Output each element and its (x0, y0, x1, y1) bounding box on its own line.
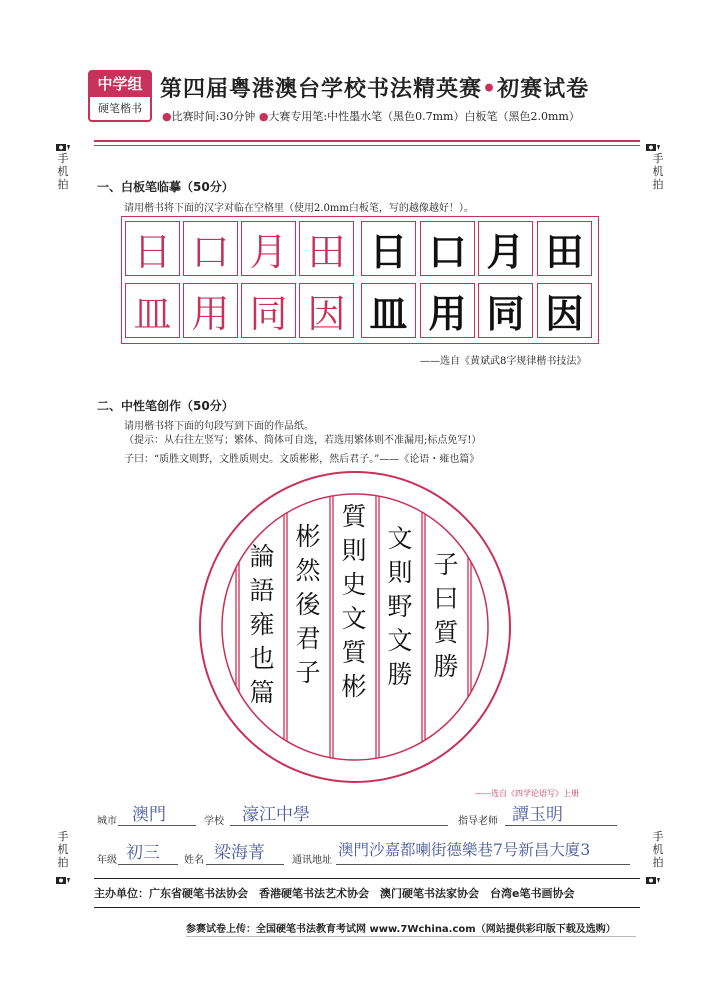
section1-instruction: 请用楷书将下面的汉字对临在空格里（使用2.0mm白板笔，写的越像越好！）。 (124, 203, 474, 214)
address-label: 通讯地址 (292, 855, 332, 866)
footer-underline (186, 936, 636, 937)
organizers: 主办单位：广东省硬笔书法协会 香港硬笔书法艺术协会 澳门硬笔书法家协会 台湾e笔书画协会 (94, 887, 575, 900)
name-underline (206, 864, 284, 865)
section1-source: ——选自《黄斌武8字规律楷书技法》 (420, 356, 587, 367)
city-value[interactable]: 澳門 (132, 805, 166, 825)
exam-info: ●比赛时间:30分钟 ●大赛专用笔:中性墨水笔（黑色0.7mm）白板笔（黑色2.0mm） (162, 110, 580, 123)
circle-source: ——选自《四学论语写》上册 (475, 789, 579, 798)
section2-instruction-1: 请用楷书将下面的句段写到下面的作品纸。 (124, 421, 314, 432)
name-value[interactable]: 梁海菁 (214, 843, 265, 863)
school-underline (230, 825, 448, 826)
copied-char: 月 (478, 221, 533, 276)
grade-label: 年级 (97, 855, 117, 866)
calligraphy-column: 文則野文勝 (387, 524, 413, 689)
template-char: 田 (299, 221, 354, 276)
calligraphy-column: 彬然後君子 (295, 522, 321, 687)
school-label: 学校 (204, 816, 224, 827)
school-value[interactable]: 濠江中學 (242, 805, 310, 825)
title-main: 第四届粤港澳台学校书法精英赛 (160, 76, 483, 102)
side-label-bottom-right: 手机拍 (652, 830, 664, 869)
footer-rule-2 (94, 907, 640, 908)
side-label-top-right: 手机拍 (652, 152, 664, 191)
footer-rule (94, 878, 640, 879)
calligraphy-column: 質則史文質彬 (341, 502, 367, 701)
section1-heading: 一、白板笔临摹（50分） (97, 180, 234, 194)
name-label: 姓名 (184, 855, 204, 866)
pen-info: 大赛专用笔:中性墨水笔（黑色0.7mm）白板笔（黑色2.0mm） (268, 110, 580, 123)
category-label: 硬笔楷书 (98, 102, 142, 115)
grade-value[interactable]: 初三 (126, 843, 160, 863)
camera-icon (55, 870, 71, 889)
copied-char: 皿 (361, 283, 416, 338)
copied-char: 同 (478, 283, 533, 338)
template-char: 日 (125, 221, 180, 276)
template-char: 用 (183, 283, 238, 338)
copied-char: 因 (537, 283, 592, 338)
teacher-underline (505, 825, 617, 826)
camera-icon (645, 870, 661, 889)
template-char: 皿 (125, 283, 180, 338)
address-underline (336, 864, 630, 865)
section2-instruction-2: （提示：从右往左竖写；繁体、简体可自选，若选用繁体则不准漏用;标点免写!） (124, 435, 482, 446)
group-label: 中学组 (90, 72, 150, 97)
header-rule-thin (94, 145, 640, 146)
city-underline (118, 825, 196, 826)
copied-char: 口 (420, 221, 475, 276)
side-label-top-left: 手机拍 (57, 152, 69, 191)
upload-info: 参赛试卷上传：全国硬笔书法教育考试网 www.7Wchina.com（网站提供彩印版下载及选购） (186, 924, 616, 935)
teacher-label: 指导老师 (458, 816, 498, 827)
title-dot: • (482, 76, 498, 102)
copied-char: 日 (361, 221, 416, 276)
address-value[interactable]: 澳門沙嘉都喇街德樂巷7号新昌大廈3 (338, 841, 591, 859)
template-char: 同 (241, 283, 296, 338)
template-char: 因 (299, 283, 354, 338)
calligraphy-column: 子曰質勝 (433, 550, 459, 681)
time-info: 比赛时间:30分钟 (171, 110, 256, 123)
header-rule (94, 140, 640, 142)
city-label: 城市 (97, 816, 117, 827)
calligraphy-column: 論語雍也篇 (249, 542, 275, 707)
title-suffix: 初赛试卷 (497, 76, 590, 102)
side-label-bottom-left: 手机拍 (57, 830, 69, 869)
template-char: 口 (183, 221, 238, 276)
section2-quote: 子曰：“质胜文则野，文胜质则史。文质彬彬，然后君子。”——《论语・雍也篇》 (124, 454, 480, 465)
page-title (160, 72, 589, 103)
grade-underline (118, 864, 178, 865)
teacher-value[interactable]: 譚玉明 (512, 805, 563, 825)
template-char: 月 (241, 221, 296, 276)
copied-char: 田 (537, 221, 592, 276)
copied-char: 用 (420, 283, 475, 338)
group-badge (88, 70, 152, 122)
section2-heading: 二、中性笔创作（50分） (97, 399, 234, 413)
